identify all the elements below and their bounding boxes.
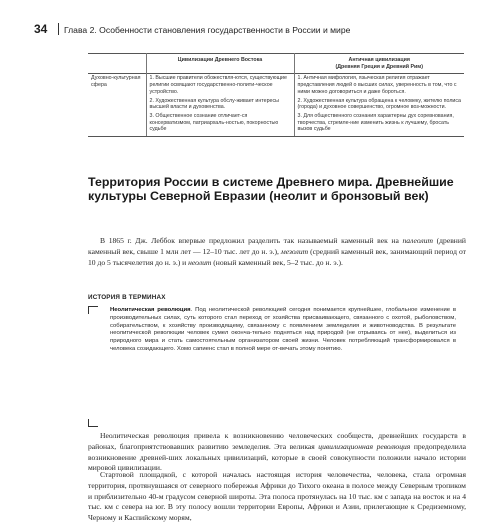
term-civilizational-revolution: цивилизационная революция — [318, 441, 411, 451]
table-header-antique-line2: (Древняя Греция и Древний Рим) — [335, 63, 423, 70]
table-header-east: Цивилизации Древнего Востока — [146, 54, 294, 74]
terms-text: . Под неолитической революцией сегодня понимается крупнейшее, глобальное изменение в производительных силах, суть которого стал переход от хозяйства присваивающего, связанного с охотой, рыболовством, собирательством, к хозяйству производящему, связанному с появлением земледелия и животноводства. В результате неолитической революции человек сумел оконча-тельно подняться над природой (не отрываясь от нее), выделиться из природного мира и стать самостоятельным организатором своей жизни. Человек потребляющий трансформировался в человека созидающего. Хомо сапиенс стал в полной мере от-вечать этому понятию. — [110, 307, 456, 352]
table-row — [88, 74, 464, 137]
table-row-label: Духовно-культурная сфера — [88, 74, 146, 137]
para2-part1: Неолитическая революция привела к возникновению человеческих сообществ, древнейших государств в районах, благоприятствовавших развитию земледелия. Эта великая — [88, 431, 466, 451]
table-cell-item: 2. Художественная культура обслу-живает интересы высшей власти и духовенства. — [149, 97, 279, 111]
table-cell-item: 1. Высшие правители обожествля-ются, существующие религии освящают государственно-полити-ческое устройство. — [149, 75, 287, 95]
table-cell-east — [146, 74, 294, 137]
terms-bracket — [88, 306, 89, 314]
table-cell-item: 2. Художественная культура обращена к человеку, жителю полиса (города) и духовное совершенство, огромное воз-можности. — [297, 97, 461, 111]
terms-definition — [110, 307, 456, 354]
table-cell-item: 3. Общественное сознание отличает-ся консерватизмом, патриархаль-ностью, покорностью судьбе — [149, 112, 279, 133]
paragraph-2 — [88, 431, 466, 474]
intro-part2: (средний каменный век, занимающий период от 10 до 5 тысячелетия до н. э.) и — [88, 246, 466, 267]
paragraph-3: Стартовой площадкой, с которой началась настоящая история человечества, человека, стала огромная территория, протянувшаяся от северного побережья Африки до Тихого океана в полосе между Северным тропиком и приблизительно 40-м градусом северной широты. Эта полоса протянулась на 10 тыс. км с запада на восток и на 4 тыс. км с севера на юг. В эту полосу вошли территории Европы, Африки и Азии, прилегающие к Средиземному, Черному и Каспийскому морям, — [88, 470, 466, 523]
table-cell-item: 3. Для общественного сознания характерны дух соревнования, творчества, стремле-ние изменить жизнь к лучшему, бросать вызов судьбе — [297, 112, 454, 133]
table-header-antique — [294, 54, 464, 74]
page-number: 34 — [34, 22, 48, 36]
term-neolith: неолит — [188, 257, 212, 267]
table-header-empty — [88, 54, 146, 74]
terms-heading: ИСТОРИЯ В ТЕРМИНАХ — [88, 294, 166, 301]
intro-part1: (древний каменный век, свыше 1 млн лет — 12–10 тыс. лет до н. э.), — [88, 236, 466, 256]
running-title: Глава 2. Особенности становления государственности в России и мире — [64, 25, 351, 35]
section-title: Территория России в системе Древнего мира. Древнейшие культуры Северной Евразии (неолит и бронзовый век) — [88, 175, 454, 204]
term-neolithic-revolution: Неолитическая революция — [110, 307, 191, 313]
terms-bracket — [88, 426, 98, 427]
running-header — [34, 22, 466, 36]
table-cell-item: 1. Античная мифология, языческая религия отражает представления людей о высших силах, уверенность в том, что с ними можно договориться и даже бороться. — [297, 75, 457, 95]
intro-lead: В 1865 г. Дж. Леббок впервые предложил разделить так называемый каменный век на — [100, 236, 403, 245]
terms-bracket — [88, 306, 98, 307]
civilizations-comparison-table — [88, 53, 464, 137]
para2-part2: предопределила возникновение древней-ших локальных цивилизаций, которые в своей совокупности положили начало истории мировой цивилизации. — [88, 441, 466, 473]
terms-bracket — [88, 419, 89, 427]
intro-part3: (новый каменный век, 5–2 тыс. до н. э.). — [211, 257, 343, 267]
intro-paragraph — [88, 236, 466, 268]
table-header-row — [88, 54, 464, 74]
term-paleolith: палеолит — [402, 236, 434, 245]
table-header-antique-line1: Античная цивилизация — [348, 57, 410, 63]
table-cell-antique — [294, 74, 464, 137]
term-mesolith: мезолит — [280, 246, 309, 256]
header-divider — [58, 23, 59, 35]
